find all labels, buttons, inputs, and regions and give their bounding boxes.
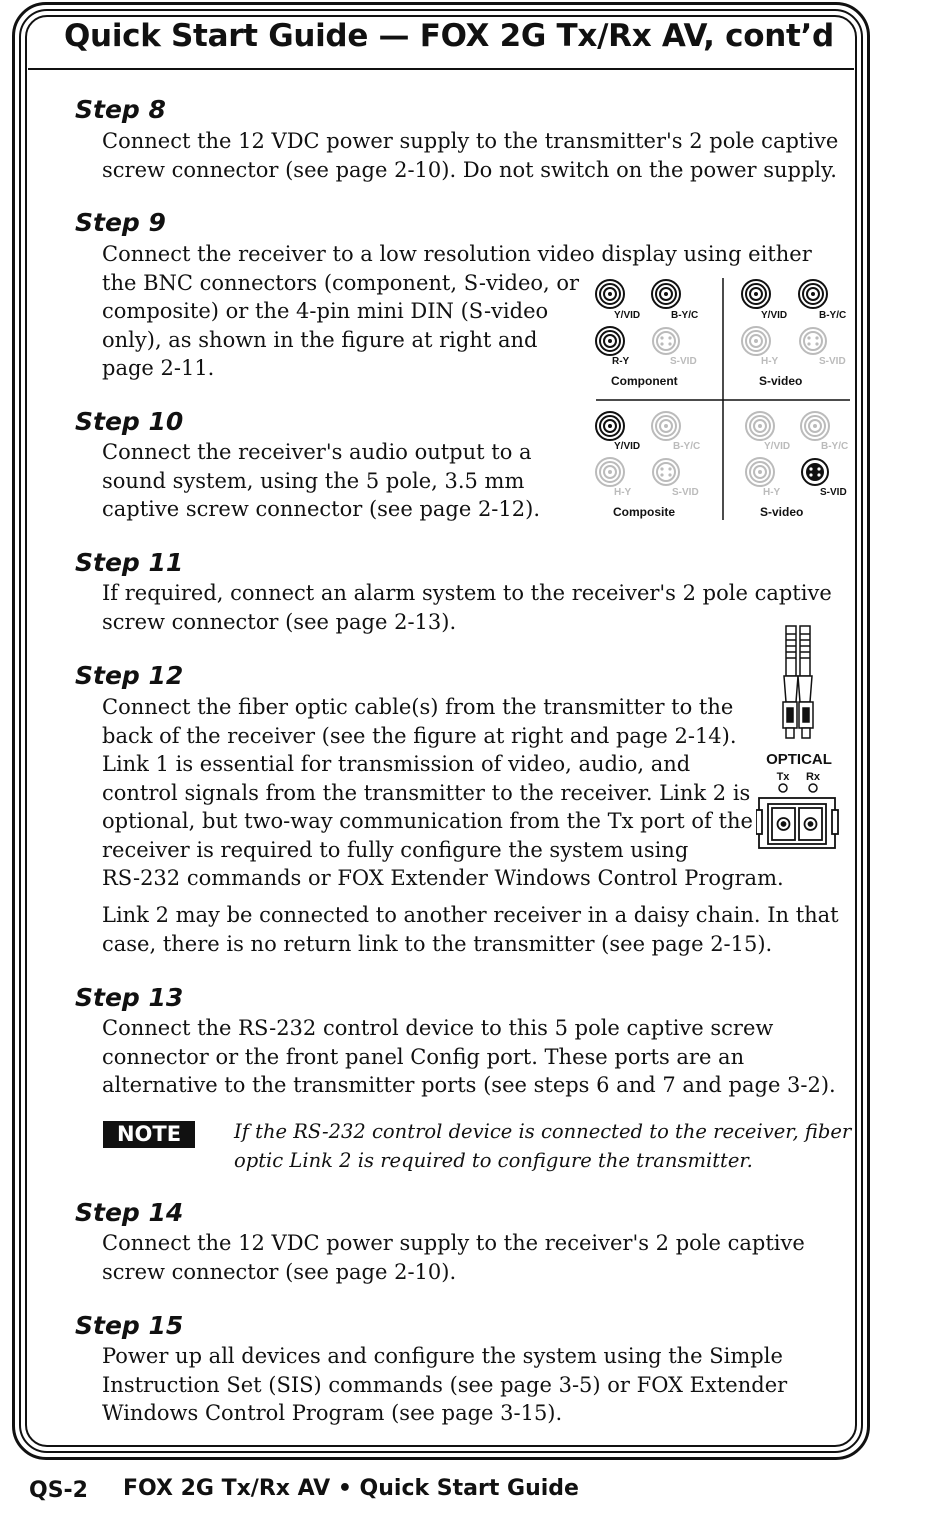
- text-line: optic Link 2 is required to configure the transmitter.: [234, 1148, 753, 1172]
- step-9-heading: Step 9: [75, 208, 166, 237]
- step-13-text: [102, 1014, 836, 1100]
- label-s-vid: S-VID: [819, 356, 846, 367]
- tx-led-icon: [779, 784, 787, 792]
- mini-din-connector-icon: [802, 459, 828, 485]
- text-line: If required, connect an alarm system to the receiver's 2 pole captive: [102, 581, 832, 605]
- rx-label: Rx: [805, 771, 821, 783]
- label-b-yc: B-Y/C: [673, 441, 701, 452]
- fiber-cable-icon: [783, 626, 813, 738]
- label-b-yc: B-Y/C: [819, 310, 847, 321]
- text-line: Power up all devices and configure the system using the Simple: [102, 1344, 783, 1368]
- tx-label: Tx: [776, 771, 790, 783]
- label-s-vid: S-VID: [672, 487, 699, 498]
- step-14-text: [102, 1229, 805, 1286]
- mini-din-connector-icon: [800, 328, 826, 354]
- label-s-vid: S-VID: [670, 356, 697, 367]
- mini-din-connector-icon: [653, 459, 679, 485]
- text-line: alternative to the transmitter ports (see steps 6 and 7 and page 3-2).: [102, 1073, 836, 1097]
- optical-port-icon: [756, 798, 838, 848]
- step-10-heading: Step 10: [75, 407, 184, 436]
- bnc-connector-icon: [596, 280, 624, 308]
- label-y-vid: Y/VID: [614, 310, 641, 321]
- label-y-vid: Y/VID: [764, 441, 791, 452]
- optical-connector-figure: [756, 624, 842, 854]
- text-line: Connect the 12 VDC power supply to the receiver's 2 pole captive: [102, 1231, 805, 1255]
- text-line: RS-232 commands or FOX Extender Windows Control Program.: [102, 866, 784, 890]
- quadrant-label-s-video: S-video: [759, 374, 803, 388]
- label-h-y: H-Y: [761, 356, 779, 367]
- text-line: back of the receiver (see the figure at right and page 2-14).: [102, 723, 737, 748]
- video-connector-figure: [588, 272, 856, 528]
- quadrant-label-component: Component: [611, 374, 678, 388]
- text-line: Connect the fiber optic cable(s) from the transmitter to the: [102, 695, 734, 719]
- label-b-yc: B-Y/C: [671, 310, 699, 321]
- text-line: sound system, using the 5 pole, 3.5 mm: [102, 468, 525, 493]
- page-title: Quick Start Guide — FOX 2G Tx/Rx AV, cont’d: [64, 18, 834, 54]
- text-line: Link 1 is essential for transmission of video, audio, and: [102, 752, 691, 776]
- step-15-text: [102, 1342, 787, 1428]
- step-12-text-2: [102, 901, 839, 958]
- step-15-heading: Step 15: [75, 1311, 184, 1340]
- text-line: page 2-11.: [102, 356, 215, 380]
- mini-din-connector-icon: [653, 328, 679, 354]
- text-line: Connect the 12 VDC power supply to the transmitter's 2 pole captive: [102, 129, 839, 153]
- step-14-heading: Step 14: [75, 1198, 184, 1227]
- bnc-connector-icon: [596, 412, 624, 440]
- step-11-heading: Step 11: [75, 548, 184, 577]
- bnc-connector-icon: [742, 327, 770, 355]
- label-b-yc: B-Y/C: [821, 441, 849, 452]
- bnc-connector-icon: [746, 458, 774, 486]
- bnc-connector-icon: [652, 412, 680, 440]
- text-line: screw connector (see page 2-13).: [102, 609, 457, 634]
- footer-title: FOX 2G Tx/Rx AV • Quick Start Guide: [123, 1476, 579, 1501]
- step-11-text: [102, 579, 832, 636]
- text-line: captive screw connector (see page 2-12).: [102, 497, 540, 521]
- step-8-text: [102, 127, 838, 184]
- text-line: optional, but two-way communication from the Tx port of the: [102, 809, 753, 833]
- text-line: screw connector (see page 2-10).: [102, 1259, 457, 1284]
- text-line: Link 2 may be connected to another receiver in a daisy chain. In that: [102, 903, 839, 927]
- text-line: receiver is required to fully configure the system using: [102, 837, 689, 862]
- text-line: Instruction Set (SIS) commands (see page 3-5) or FOX Extender: [102, 1372, 788, 1397]
- label-y-vid: Y/VID: [614, 441, 641, 452]
- label-s-vid: S-VID: [820, 487, 847, 498]
- bnc-connector-icon: [746, 412, 774, 440]
- bnc-connector-icon: [652, 280, 680, 308]
- text-line: composite) or the 4-pin mini DIN (S-video: [102, 299, 549, 323]
- step-8-heading: Step 8: [75, 95, 166, 124]
- text-line: If the RS-232 control device is connected to the receiver, fiber: [234, 1120, 852, 1143]
- text-line: only), as shown in the figure at right and: [102, 327, 538, 352]
- text-line: control signals from the transmitter to the receiver. Link 2 is: [102, 780, 751, 805]
- quadrant-label-s-video: S-video: [760, 505, 804, 519]
- label-h-y: H-Y: [614, 487, 632, 498]
- text-line: case, there is no return link to the transmitter (see page 2-15).: [102, 931, 773, 956]
- step-13-heading: Step 13: [75, 983, 184, 1012]
- text-line: screw connector (see page 2-10). Do not switch on the power supply.: [102, 157, 837, 182]
- title-rule: [28, 68, 854, 70]
- bnc-connector-icon: [799, 280, 827, 308]
- bnc-connector-icon: [596, 327, 624, 355]
- label-r-y: R-Y: [612, 356, 630, 367]
- note-text: [234, 1118, 851, 1175]
- bnc-connector-icon: [801, 412, 829, 440]
- text-line: Connect the receiver to a low resolution video display using either: [102, 242, 812, 266]
- rx-led-icon: [809, 784, 817, 792]
- text-line: Windows Control Program (see page 3-15).: [102, 1401, 563, 1425]
- note-badge: NOTE: [103, 1121, 195, 1148]
- text-line: the BNC connectors (component, S-video, or: [102, 270, 580, 295]
- text-line: Connect the RS-232 control device to this 5 pole captive screw: [102, 1016, 774, 1040]
- text-line: connector or the front panel Config port. These ports are an: [102, 1044, 745, 1069]
- bnc-connector-icon: [596, 458, 624, 486]
- step-12-text: [102, 693, 784, 893]
- page-number: QS-2: [29, 1478, 88, 1503]
- quadrant-label-composite: Composite: [613, 505, 676, 519]
- bnc-connector-icon: [742, 280, 770, 308]
- step-12-heading: Step 12: [75, 661, 184, 690]
- text-line: Connect the receiver's audio output to a: [102, 440, 532, 464]
- step-10-text: [102, 438, 540, 524]
- optical-label: OPTICAL: [766, 751, 832, 768]
- label-h-y: H-Y: [763, 487, 781, 498]
- label-y-vid: Y/VID: [761, 310, 788, 321]
